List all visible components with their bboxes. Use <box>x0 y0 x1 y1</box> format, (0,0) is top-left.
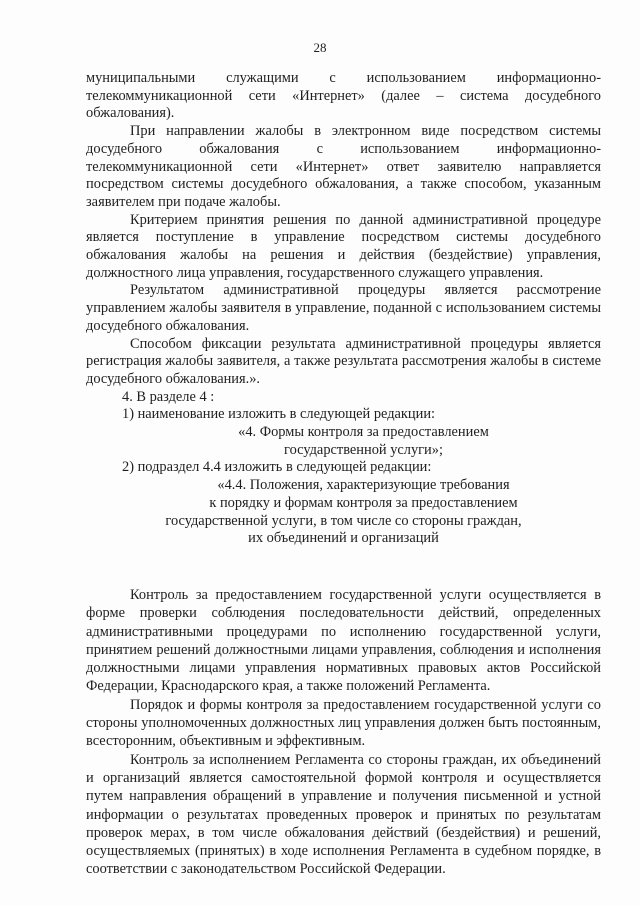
list-item-2: 2) подраздел 4.4 изложить в следующей редакции: <box>122 459 432 476</box>
list-item-1: 1) наименование изложить в следующей редакции: <box>122 406 436 423</box>
paragraph-electronic-complaint: При направлении жалобы в электронном виде посредством системы досудебного обжалования с использованием информационно-телекоммуникационной сети «Интернет» ответ заявителю направляется посредством системы досудебного обжалования, а также способом, указанным заявителем при подаче жалобы. <box>86 123 601 210</box>
paragraph-decision-criterion: Критерием принятия решения по данной административной процедуре является поступление в управление посредством системы досудебного обжалования жалобы на решения и действия (бездействие) управления, должностного лица управления, государственного служащего управления. <box>86 211 601 281</box>
document-body <box>86 70 601 879</box>
section-control <box>86 586 601 879</box>
paragraph-continuation: муниципальными служащими с использованием информационно-телекоммуникационной сети «Интернет» (далее – система досудебного обжалования). <box>86 70 601 122</box>
subsection-title-line-3: государственной услуги, в том числе со стороны граждан, <box>165 512 522 529</box>
subsection-title-line-1: «4.4. Положения, характеризующие требования <box>217 477 510 494</box>
subsection-title-line-2: к порядку и формам контроля за предоставлением <box>209 494 518 511</box>
paragraph-control-procedure: Порядок и формы контроля за предоставлением государственной услуги со стороны уполномоченных должностных лиц управления должен быть постоянным, всесторонним, объективным и эффективным. <box>86 696 601 750</box>
paragraph-procedure-result: Результатом административной процедуры является рассмотрение управлением жалобы заявителя в управление, поданной с использованием системы досудебного обжалования. <box>86 282 601 334</box>
paragraph-control-form: Контроль за предоставлением государственной услуги осуществляется в форме проверки соблюдения последовательности действий, определенных административными процедурами по исполнению государственной услуги, принятием решений должностными лицами управления, соблюдения и исполнения должностными лицами управления нормативных правовых актов Российской Федерации, Краснодарского края, а также положений Регламента. <box>86 586 601 695</box>
spacer <box>86 548 601 586</box>
subsection-title-line-4: их объединений и организаций <box>248 530 439 547</box>
section-4-heading: 4. В разделе 4 : <box>122 388 215 405</box>
quoted-title-line-1: «4. Формы контроля за предоставлением <box>238 424 489 441</box>
paragraph-result-fixation: Способом фиксации результата административной процедуры является регистрация жалобы заявителя, а также результата рассмотрения жалобы в системе досудебного обжалования.». <box>86 335 601 387</box>
paragraph-citizen-control: Контроль за исполнением Регламента со стороны граждан, их объединений и организаций является самостоятельной формой контроля и осуществляется путем направления обращений в управление и получения письменной и устной информации о результатах проведенных проверок и принятых по результатам проверок мерах, в том числе обжалования действий (бездействия) и решений, осуществляемых (принятых) в ходе исполнения Регламента в судебном порядке, в соответствии с законодательством Российской Федерации. <box>86 751 601 878</box>
quoted-title-line-2: государственной услуги»; <box>284 441 443 458</box>
page-number: 28 <box>313 40 327 55</box>
